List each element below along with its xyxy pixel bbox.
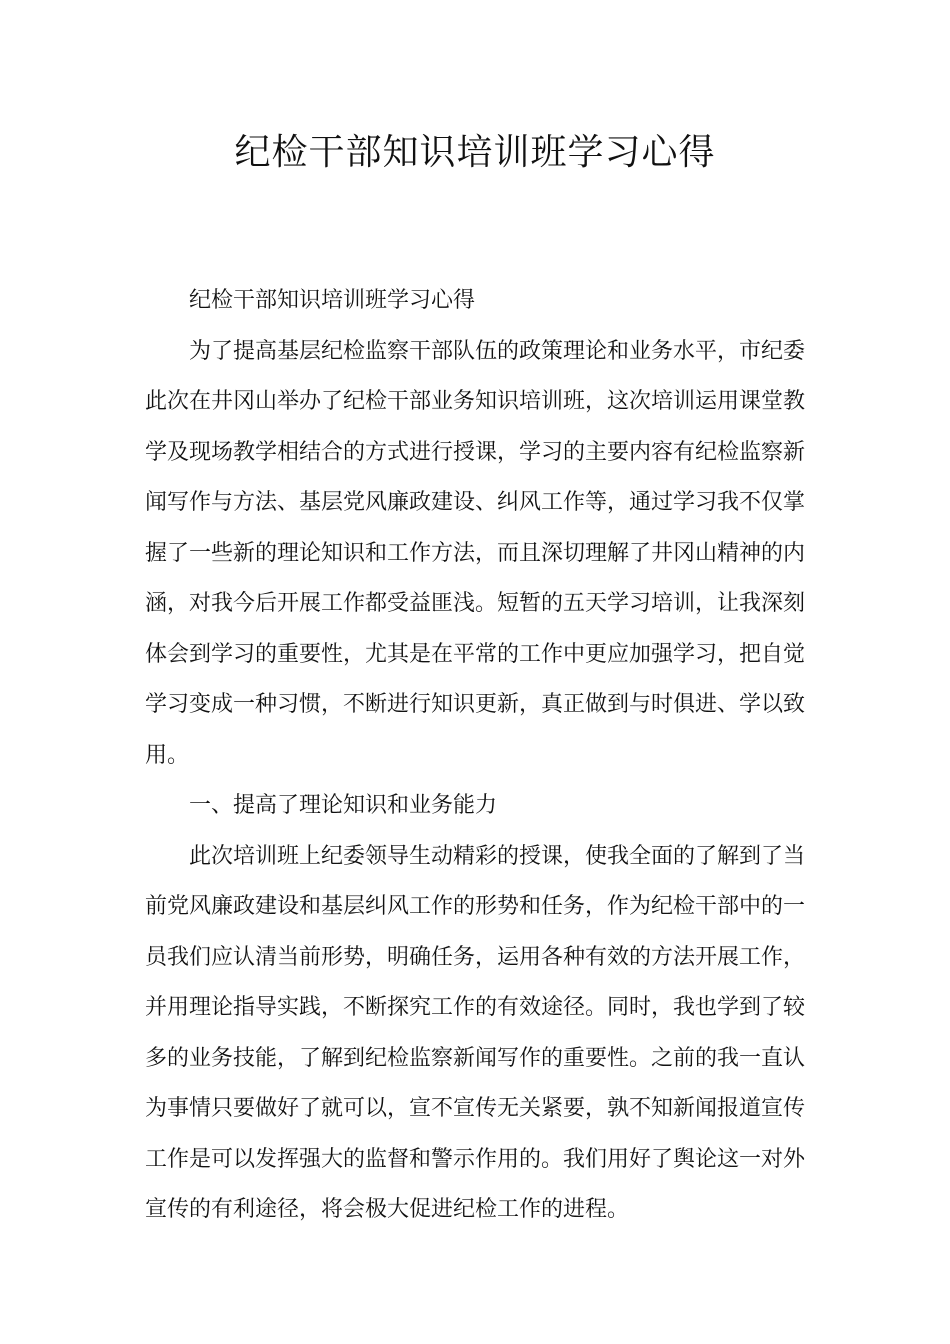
body-paragraph-intro: 为了提高基层纪检监察干部队伍的政策理论和业务水平，市纪委此次在井冈山举办了纪检干部业务知识培训班，这次培训运用课堂教学及现场教学相结合的方式进行授课，学习的主要内容有纪检监察新闻写作与方法、基层党风廉政建设、纠风工作等，通过学习我不仅掌握了一些新的理论知识和工作方法，而且深切理解了井冈山精神的内涵，对我今后开展工作都受益匪浅。短暂的五天学习培训，让我深刻体会到学习的重要性，尤其是在平常的工作中更应加强学习，把自觉学习变成一种习惯，不断进行知识更新，真正做到与时俱进、学以致用。 — [145, 338, 806, 768]
document-body — [145, 276, 805, 1236]
document-title: 纪检干部知识培训班学习心得 — [234, 132, 716, 173]
body-subtitle: 纪检干部知识培训班学习心得 — [189, 288, 476, 313]
section-heading-1: 一、提高了理论知识和业务能力 — [189, 793, 498, 818]
body-paragraph-section-1: 此次培训班上纪委领导生动精彩的授课，使我全面的了解到了当前党风廉政建设和基层纠风工作的形势和任务，作为纪检干部中的一员我们应认清当前形势，明确任务，运用各种有效的方法开展工作，并用理论指导实践，不断探究工作的有效途径。同时，我也学到了较多的业务技能，了解到纪检监察新闻写作的重要性。之前的我一直认为事情只要做好了就可以，宣不宣传无关紧要，孰不知新闻报道宣传工作是可以发挥强大的监督和警示作用的。我们用好了舆论这一对外宣传的有利途径，将会极大促进纪检工作的进程。 — [145, 843, 806, 1222]
